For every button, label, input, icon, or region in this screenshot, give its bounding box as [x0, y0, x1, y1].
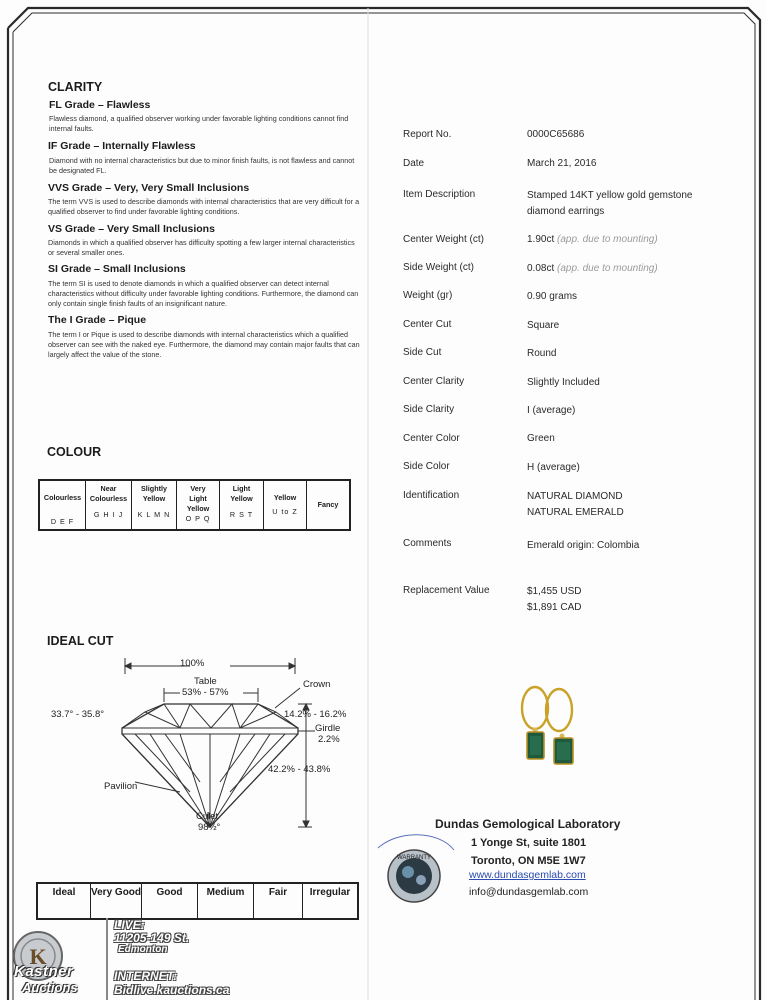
report-value-main: 0.08ct — [527, 263, 555, 274]
cut-table-range: 53% - 57% — [182, 687, 229, 698]
report-value-line2: NATURAL EMERALD — [527, 507, 624, 518]
colour-cell — [307, 480, 351, 530]
clarity-grade-desc: The term SI is used to denote diamonds in which a qualified observer can detect internal characteristics without difficulty under favorable lighting conditions. Furthermore, the diamond can only contain single finish faults of an insignificant nature. — [48, 279, 359, 308]
lab-website-link[interactable]: www.dundasgemlab.com — [469, 869, 586, 881]
cut-crown-angle: 33.7° - 35.8° — [51, 709, 105, 720]
colour-name: Yellow — [273, 493, 297, 502]
report-label: Side Color — [403, 461, 450, 472]
report-label: Side Clarity — [403, 404, 455, 415]
report-label: Identification — [403, 490, 460, 501]
clarity-grade-desc: The term I or Pique is used to describe diamonds with internal characteristics which a qualified observer can see with the naked eye. Furthermore, the diamond may contain major faults that can largely affect the value of the stone. — [48, 330, 360, 359]
colour-heading: COLOUR — [47, 445, 102, 459]
report-value-line2: diamond earrings — [527, 206, 605, 217]
watermark-divider — [106, 918, 108, 1000]
watermark-internet-label: INTERNET: — [114, 969, 178, 983]
report-label: Item Description — [403, 189, 476, 200]
report-value: Green — [527, 433, 555, 444]
colour-cell — [39, 480, 86, 530]
svg-text:K: K — [29, 944, 47, 969]
colour-code: D E F — [50, 517, 75, 526]
report-value: 0.90 grams — [527, 291, 578, 302]
watermark-live-address2: Edmonton — [118, 944, 168, 955]
report-label: Weight (gr) — [403, 290, 453, 301]
cut-girdle-label: Girdle — [315, 723, 341, 734]
report-value: Round — [527, 348, 557, 359]
cut-culet-value: 98½° — [198, 822, 221, 833]
colour-code: K L M N — [137, 510, 171, 519]
colour-name: Very Light Yellow — [186, 484, 210, 513]
colour-code: U to Z — [272, 507, 298, 516]
clarity-grade-desc: Diamond with no internal characteristics but due to minor finish faults, is not flawless and cannot be designated FL. — [49, 156, 355, 175]
cut-crown-height: 14.2% - 16.2% — [284, 709, 347, 720]
colour-cell — [132, 480, 177, 530]
report-value: H (average) — [527, 462, 580, 473]
report-label: Comments — [403, 538, 452, 549]
cut-pavilion-label: Pavilion — [104, 781, 138, 792]
seal-text: WARRANTY — [396, 855, 432, 861]
report-value: $1,455 USD — [527, 586, 582, 597]
colour-cell — [177, 480, 220, 530]
cut-grade-cell: Medium — [198, 883, 254, 919]
colour-code: R S T — [229, 510, 254, 519]
watermark-internet-url[interactable]: Bidlive.kauctions.ca — [114, 983, 230, 997]
lab-address-line2: Toronto, ON M5E 1W7 — [471, 855, 586, 867]
cut-grade-cell: Very Good — [91, 883, 142, 919]
lab-name: Dundas Gemological Laboratory — [435, 817, 621, 831]
auction-brand-line1: Kastner — [14, 963, 74, 980]
clarity-grade-title: VVS Grade – Very, Very Small Inclusions — [48, 182, 250, 194]
report-label: Center Cut — [403, 319, 452, 330]
cut-grade-cell: Ideal — [37, 883, 91, 919]
colour-code: O P Q — [185, 514, 211, 523]
colour-cell — [220, 480, 264, 530]
report-value-main: 1.90ct — [527, 234, 555, 245]
report-label: Report No. — [403, 129, 452, 140]
report-value-note: (app. due to mounting) — [557, 263, 658, 274]
report-label: Center Color — [403, 433, 460, 444]
report-label: Center Clarity — [403, 376, 465, 387]
clarity-grade-desc: Diamonds in which a qualified observer has difficulty spotting a few larger internal characteristics or several smaller ones. — [48, 238, 355, 257]
cut-culet-label: Culet — [196, 811, 219, 822]
report-value: March 21, 2016 — [527, 158, 597, 169]
colour-code: G H I J — [93, 510, 124, 519]
colour-name: Colourless — [43, 493, 82, 502]
cut-grade-cell: Fair — [254, 883, 303, 919]
colour-cell — [264, 480, 307, 530]
report-value: Emerald origin: Colombia — [527, 540, 640, 551]
cut-girdle-value: 2.2% — [318, 734, 340, 745]
report-value — [527, 232, 658, 248]
clarity-grade-title: SI Grade – Small Inclusions — [48, 263, 186, 275]
colour-cell — [86, 480, 132, 530]
report-value: I (average) — [527, 405, 576, 416]
watermark-live-address1: 11205-149 St. — [114, 931, 190, 945]
auction-brand-line2: Auctions — [22, 980, 78, 995]
lab-address-line1: 1 Yonge St, suite 1801 — [471, 837, 587, 849]
report-label: Side Weight (ct) — [403, 262, 474, 273]
lab-email[interactable]: info@dundasgemlab.com — [469, 886, 589, 898]
cut-grade-table — [36, 882, 359, 920]
cut-grade-cell: Irregular — [303, 883, 359, 919]
report-value: Stamped 14KT yellow gold gemstone — [527, 190, 693, 201]
report-value: 0000C65686 — [527, 129, 585, 140]
report-value: Square — [527, 320, 560, 331]
clarity-heading: CLARITY — [48, 80, 103, 94]
watermark-live-label: LIVE: — [114, 918, 145, 932]
colour-name: Slightly Yellow — [141, 484, 167, 503]
report-label: Side Cut — [403, 347, 442, 358]
clarity-grade-desc: The term VVS is used to describe diamonds with internal characteristics that are very difficult for a qualified observer to find under favorable lighting conditions. — [48, 197, 360, 216]
report-value — [527, 261, 658, 277]
report-value-note: (app. due to mounting) — [557, 234, 658, 245]
cut-grade-cell: Good — [142, 883, 198, 919]
colour-name: Near Colourless — [89, 484, 128, 503]
clarity-grade-desc: Flawless diamond, a qualified observer working under favorable lighting conditions cannot find internal faults. — [49, 114, 349, 133]
cut-pavilion-depth: 42.2% - 43.8% — [268, 764, 331, 775]
report-value: NATURAL DIAMOND — [527, 491, 623, 502]
report-value: Slightly Included — [527, 377, 600, 388]
report-label: Replacement Value — [403, 585, 490, 596]
colour-name: Fancy — [317, 500, 339, 509]
colour-name: Light Yellow — [230, 484, 253, 503]
clarity-grade-title: FL Grade – Flawless — [49, 99, 151, 111]
report-label: Date — [403, 158, 425, 169]
cut-table-label: Table — [194, 676, 217, 687]
earrings-photo — [515, 680, 595, 790]
report-label: Center Weight (ct) — [403, 234, 484, 245]
clarity-grade-title: The I Grade – Pique — [48, 314, 147, 326]
report-value-line2: $1,891 CAD — [527, 602, 582, 613]
colour-scale-table — [38, 479, 351, 531]
cut-width-label: 100% — [180, 658, 205, 669]
clarity-grade-title: IF Grade – Internally Flawless — [48, 140, 196, 152]
clarity-grade-title: VS Grade – Very Small Inclusions — [48, 223, 215, 235]
warranty-seal-icon — [368, 828, 460, 908]
ideal-cut-heading: IDEAL CUT — [47, 634, 114, 648]
cut-crown-label: Crown — [303, 679, 331, 690]
